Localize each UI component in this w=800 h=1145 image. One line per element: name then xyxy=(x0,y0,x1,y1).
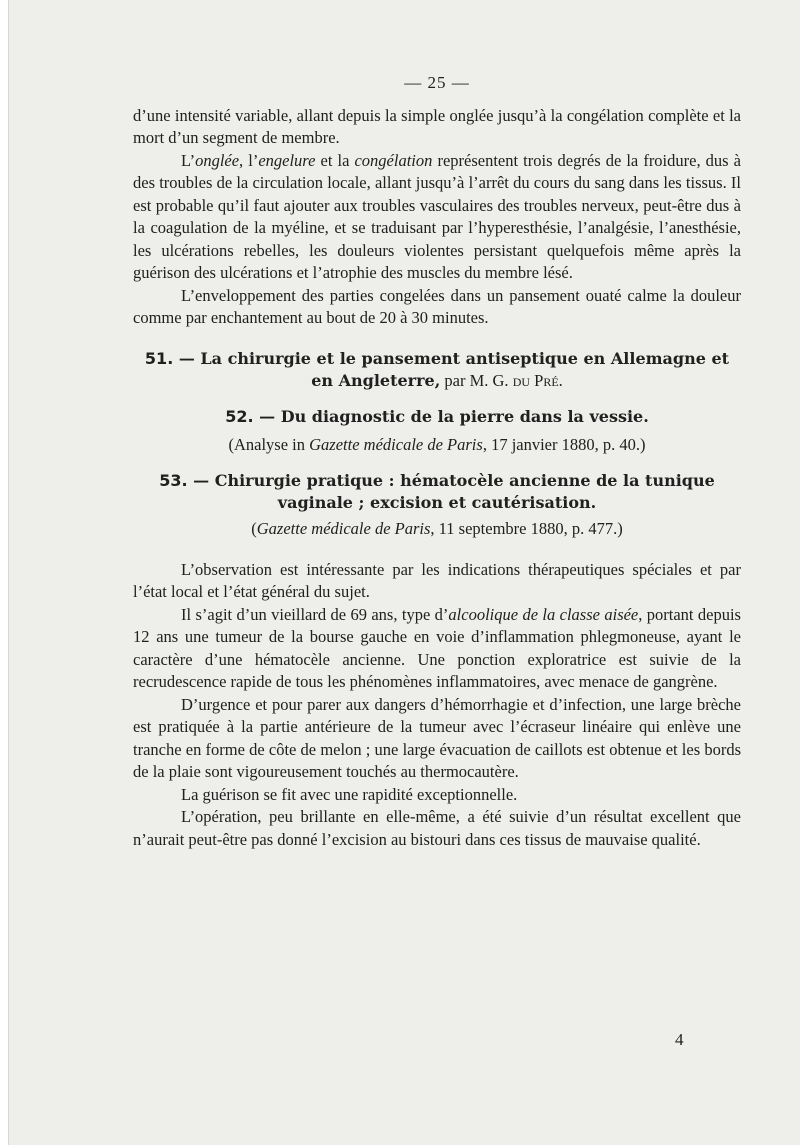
paragraph-case xyxy=(133,604,741,694)
section-author: du Pré xyxy=(512,370,559,390)
paragraph-observation: L’observation est intéressante par les indications thérapeutiques spéciales et par l’état local et l’état général du sujet. xyxy=(133,559,741,601)
page-number: — 25 — xyxy=(404,73,470,92)
paragraph-text: et la xyxy=(315,150,355,170)
paragraph-healing: La guérison se fit avec une rapidité exceptionnelle. xyxy=(181,784,518,804)
page-content xyxy=(133,72,741,851)
paragraph-lead: L’ xyxy=(181,150,196,170)
section-51-heading xyxy=(133,348,741,392)
paragraph-continuation: d’une intensité variable, allant depuis la simple onglée jusqu’à la congélation complète et la mort d’un segment de membre. xyxy=(133,105,741,147)
section-number: 53. xyxy=(159,471,188,490)
section-53-reference xyxy=(133,518,741,541)
reference-journal: Gazette médicale de Paris xyxy=(309,434,483,454)
section-byline-end: . xyxy=(558,370,563,390)
paragraph-text: , l’ xyxy=(239,150,259,170)
scanned-page xyxy=(8,0,800,1145)
section-53-heading xyxy=(133,470,741,514)
reference-text: , 17 janvier 1880, p. 40.) xyxy=(482,434,646,454)
reference-text: , 11 septembre 1880, p. 477.) xyxy=(430,519,623,538)
reference-text: (Analyse in xyxy=(228,434,310,454)
reference-journal: Gazette médicale de Paris xyxy=(256,519,431,538)
section-title: — Chirurgie pratique : hématocèle ancienne de la tunique vaginale ; excision et cautérisation. xyxy=(187,471,715,512)
paragraph-froidure xyxy=(133,150,741,285)
section-byline: par M. G. xyxy=(440,370,513,390)
section-title: — La chirurgie et le pansement antiseptique en Allemagne et en Angleterre, xyxy=(173,348,730,390)
paragraph-enveloppement: L’enveloppement des parties congelées dans un pansement ouaté calme la douleur comme par enchantement au bout de 20 à 30 minutes. xyxy=(133,285,741,327)
term-alcoolique: alcoolique de la classe aisée xyxy=(448,604,639,624)
section-title: — Du diagnostic de la pierre dans la vessie. xyxy=(253,406,649,426)
term-congelation: congélation xyxy=(354,150,433,170)
paragraph-text: , portant depuis 12 ans une tumeur de la bourse gauche en voie d’inflammation phlegmoneuse, ayant le caractère d’une hématocèle ancienne. Une ponction exploratrice est suivie de la recrudescence rapide de tous les phénomènes inflammatoires, avec menace de gangrène. xyxy=(133,604,741,691)
signature-mark: 4 xyxy=(675,1030,684,1049)
section-number: 51. xyxy=(144,348,174,368)
reference-text: ( xyxy=(251,519,257,538)
paragraph-conclusion: L’opération, peu brillante en elle-même, a été suivie d’un résultat excellent que n’aurait peut-être pas donné l’excision au bistouri dans ces tissus de mauvaise qualité. xyxy=(133,807,741,849)
paragraph-text: Il s’agit d’un vieillard de 69 ans, type d’ xyxy=(181,604,449,624)
section-number: 52. xyxy=(225,406,254,426)
term-onglee: onglée xyxy=(195,150,240,170)
term-engelure: engelure xyxy=(258,150,316,170)
paragraph-text: représentent trois degrés de la froidure, dus à des troubles de la circulation locale, allant jusqu’à l’arrêt du cours du sang dans les tissus. Il est probable qu’il faut ajouter aux troubles vasculaires des troubles nerveux, peut-être dus à la coagulation de la myéline, et se traduisant par l’hyperesthésie, l’analgésie, l’anesthésie, les ulcérations rebelles, les douleurs violentes persistant quelquefois même après la guérison des ulcérations et l’atrophie des muscles du membre lésé. xyxy=(133,150,741,282)
section-52-reference xyxy=(133,434,741,457)
paragraph-procedure: D’urgence et pour parer aux dangers d’hémorrhagie et d’infection, une large brèche est pratiquée à la partie antérieure de la tumeur avec l’écraseur linéaire qui enlève une tranche en forme de côte de melon ; une large évacuation de caillots est obtenue et les bords de la plaie sont vigoureusement touchés au thermocautère. xyxy=(133,694,741,781)
section-52-heading xyxy=(133,406,741,428)
